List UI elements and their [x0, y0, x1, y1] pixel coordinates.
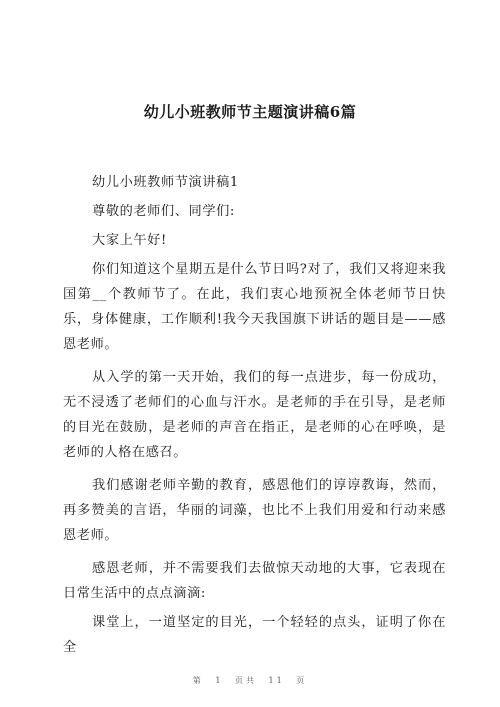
footer-suffix: 页 [296, 676, 308, 685]
document-body [63, 170, 446, 660]
paragraph: 课堂上，一道坚定的目光，一个轻轻的点头，证明了你在全 [63, 615, 446, 655]
section-subtitle: 幼儿小班教师节演讲稿1 [92, 175, 239, 190]
footer-total-pages: 11 [268, 676, 285, 685]
footer-page-number: 1 [215, 676, 224, 685]
salutation: 大家上午好! [92, 233, 167, 248]
paragraph: 我们感谢老师辛勤的教育，感恩他们的谆谆教诲，然而，再多赞美的言语，华丽的词藻，也比不上我们用爱和行动来感恩老师。 [63, 478, 446, 543]
paragraph: 感恩老师，并不需要我们去做惊天动地的大事，它表现在日常生活中的点点滴滴: [63, 561, 446, 601]
document-title: 幼儿小班教师节主题演讲稿6篇 [143, 103, 357, 121]
paragraph: 从入学的第一天开始，我们的每一点进步，每一份成功，无不浸透了老师们的心血与汗水。是老师的手在引导，是老师的目光在鼓励，是老师的声音在指正，是老师的心在呼唤，是老师的人格在感召。 [63, 370, 446, 460]
footer-middle: 页共 [234, 676, 257, 685]
greeting: 尊敬的老师们、同学们: [92, 204, 235, 219]
footer-prefix: 第 [192, 676, 204, 685]
page-footer [0, 675, 500, 686]
paragraph: 你们知道这个星期五是什么节日吗?对了，我们又将迎来我国第__个教师节了。在此，我们衷心地预祝全体老师节日快乐，身体健康，工作顺利!我今天我国旗下讲话的题目是——感恩老师。 [63, 262, 446, 352]
